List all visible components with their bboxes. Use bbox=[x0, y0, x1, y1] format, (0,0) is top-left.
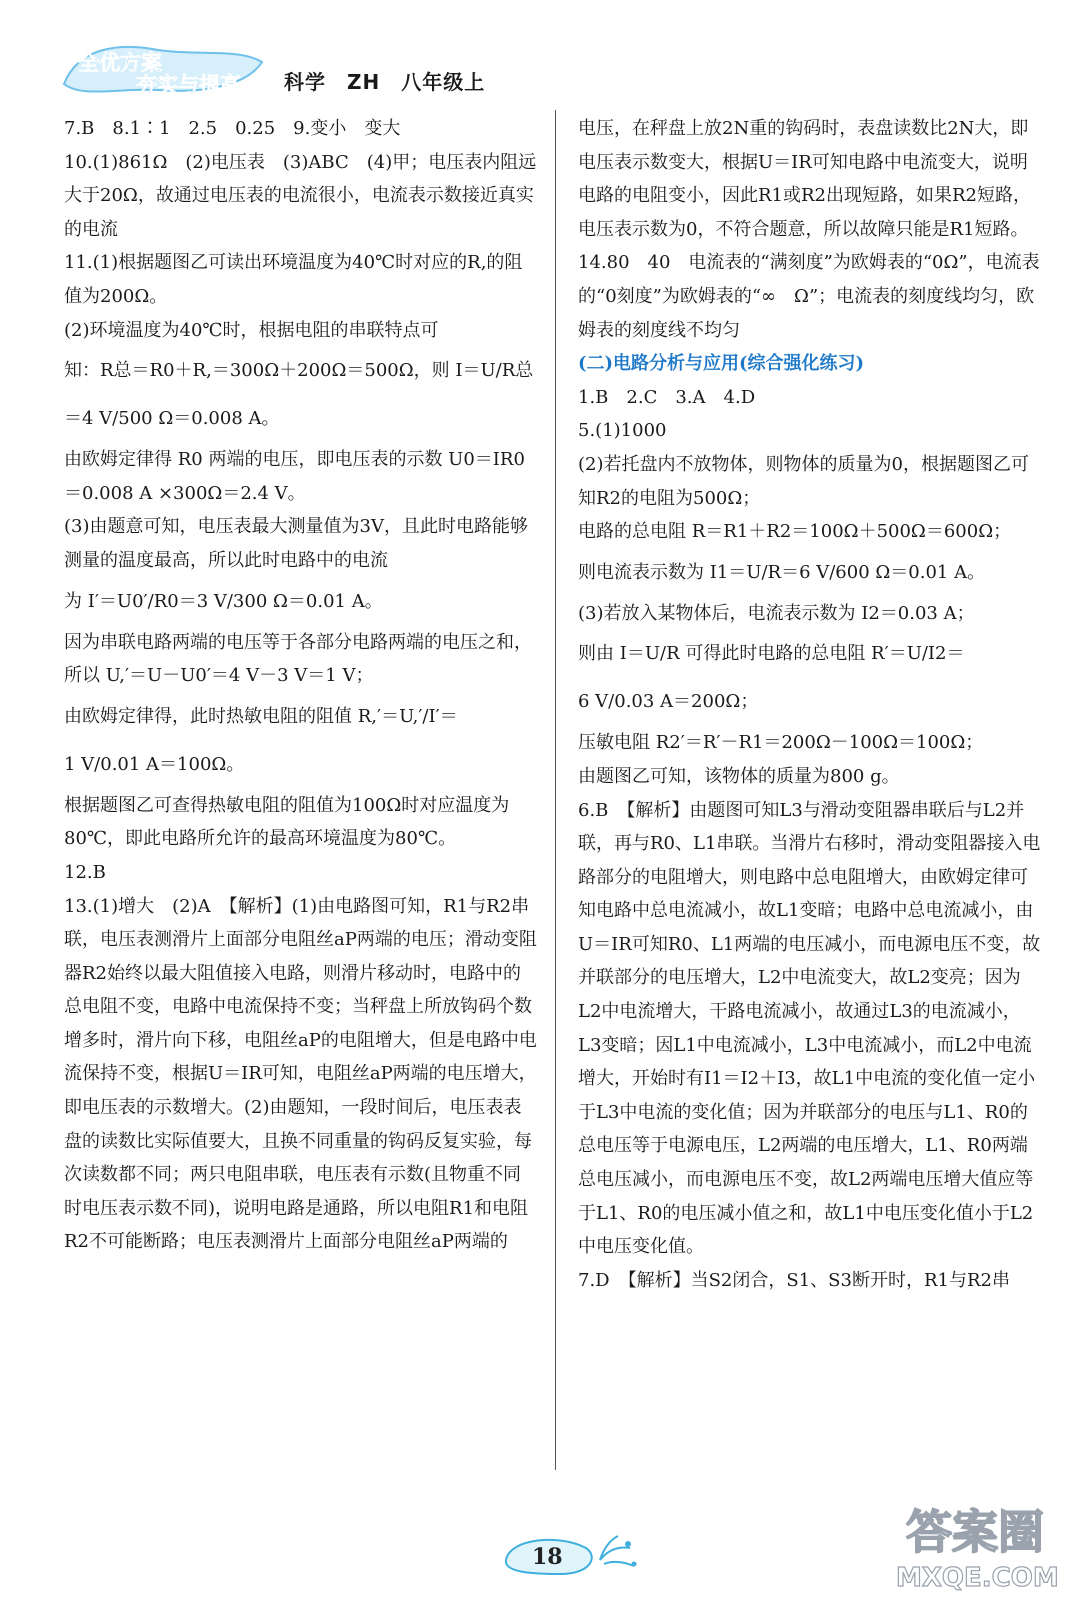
answer-5-part2: (2)若托盘内不放物体，则物体的质量为0，根据题图乙可知R2的电阻为500Ω； bbox=[578, 453, 1029, 509]
answer-12: 12.B bbox=[64, 861, 106, 883]
equation-thermistor-result: 1 V/0.01 A＝100Ω。 bbox=[64, 753, 245, 775]
answer-7: 7.D 【解析】当S2闭合，S1、S3断开时，R1与R2串 bbox=[578, 1269, 1010, 1291]
answer-11-part2: (2)环境温度为40℃时，根据电阻的串联特点可 bbox=[64, 319, 439, 341]
answer-5-part3: (3)若放入某物体后，电流表示数为 I2＝0.03 A； bbox=[578, 602, 975, 624]
answer-14: 14.80 40 电流表的“满刻度”为欧姆表的“0Ω”，电流表的“0刻度”为欧姆表的“∞ Ω”；电流表的刻度线均匀，欧姆表的刻度线不均匀 bbox=[578, 252, 1040, 341]
watermark bbox=[866, 1490, 1076, 1595]
page-header bbox=[58, 40, 558, 110]
answer-11-series-voltage: 因为串联电路两端的电压等于各部分电路两端的电压之和，所以 U,′＝U－U0′＝4 V－3 V＝1 V； bbox=[64, 631, 532, 687]
answer-6: 6.B 【解析】由题图可知L3与滑动变阻器串联后与L2并联，再与R0、L1串联。当滑片右移时，滑动变阻器接入电路部分的电阻增大，则电路中总电阻增大，由欧姆定律可知电路中总电流减小，故L1变暗；电路中总电流减小，由U＝IR可知R0、L1两端的电压减小，而电源电压不变，故并联部分的电压增大，L2中电流变大，故L2变亮；因为L2中电流增大，干路电流减小，故通过L3的电流减小，L3变暗；因L1中电流减小，L3中电流减小，而L2中电流增大，开始时有I1＝I2＋I3，故L1中电流的变化值一定小于L3中电流的变化值；因为并联部分的电压与L1、R0的总电压等于电源电压，L2两端的电压增大，L1、R0两端总电压减小，而电源电压不变，故L2两端电压增大值应等于L1、R0的电压减小值之和，故L1中电压变化值小于L2中电压变化值。 bbox=[578, 799, 1041, 1258]
equation-current: ＝4 V/500 Ω＝0.008 A。 bbox=[64, 408, 280, 430]
answer-5-total-resistance: 电路的总电阻 R＝R1＋R2＝100Ω＋500Ω＝600Ω； bbox=[578, 521, 1012, 543]
page-number-badge-icon bbox=[500, 1530, 640, 1580]
section-heading: (二)电路分析与应用(综合强化练习) bbox=[578, 353, 865, 375]
answer-11-voltage: 由欧姆定律得 R0 两端的电压，即电压表的示数 U0＝IR0＝0.008 A ×300Ω＝2.4 V。 bbox=[64, 449, 525, 504]
right-column bbox=[578, 112, 1044, 1297]
book-series-logo bbox=[58, 40, 268, 100]
equation-total-resistance-r: 则由 I＝U/R 可得此时电路的总电阻 R′＝U/I2＝ bbox=[578, 643, 965, 665]
answer-5-part1: 5.(1)1000 bbox=[578, 420, 667, 442]
header-title: 科学 ZH 八年级上 bbox=[284, 70, 486, 94]
equation-current-i1: 则电流表示数为 I1＝U/R＝6 V/600 Ω＝0.01 A。 bbox=[578, 561, 986, 583]
answer-11-conclusion: 根据题图乙可查得热敏电阻的阻值为100Ω时对应温度为80℃，即此电路所允许的最高环境温度为80℃。 bbox=[64, 794, 510, 850]
answer-7-9: 7.B 8.1∶1 2.5 0.25 9.变小 变大 bbox=[64, 118, 401, 139]
answer-11-part1: 11.(1)根据题图乙可读出环境温度为40℃时对应的R,的阻值为200Ω。 bbox=[64, 252, 523, 307]
watermark-line1: 答案圈 bbox=[906, 1505, 1044, 1559]
equation-thermistor: 由欧姆定律得，此时热敏电阻的阻值 R,′＝U,′/I′＝ bbox=[64, 705, 458, 727]
column-divider bbox=[555, 110, 556, 1470]
equation-current-max: 为 I′＝U0′/R0＝3 V/300 Ω＝0.01 A。 bbox=[64, 590, 383, 612]
equation-total-resistance: 知：R总＝R0＋R,＝300Ω＋200Ω＝500Ω，则 I＝U/R总 bbox=[64, 360, 534, 382]
watermark-line2: MXQE.COM bbox=[896, 1563, 1059, 1593]
answer-11-part3: (3)由题意可知，电压表最大测量值为3V，且此时电路能够测量的温度最高，所以此时电路中的电流 bbox=[64, 516, 528, 571]
logo-line2: 夯实与提高 bbox=[136, 73, 241, 97]
answer-10: 10.(1)861Ω (2)电压表 (3)ABC (4)甲；电压表内阻远大于20Ω，故通过电压表的电流很小，电流表示数接近真实的电流 bbox=[64, 151, 537, 240]
page-footer bbox=[500, 1530, 640, 1580]
equation-resistance-result: 6 V/0.03 A＝200Ω； bbox=[578, 691, 759, 713]
page-number: 18 bbox=[532, 1544, 563, 1570]
answer-5-pressure-resistor: 压敏电阻 R2′＝R′－R1＝200Ω－100Ω＝100Ω； bbox=[578, 732, 984, 754]
left-column bbox=[64, 112, 538, 1259]
answer-5-mass: 由题图乙可知，该物体的质量为800 g。 bbox=[578, 765, 900, 787]
logo-line1: 全优方案 bbox=[78, 51, 162, 75]
answer-1-4: 1.B 2.C 3.A 4.D bbox=[578, 386, 756, 408]
answer-13: 13.(1)增大 (2)A 【解析】(1)由电路图可知，R1与R2串联，电压表测滑片上面部分电阻丝aP两端的电压；滑动变阻器R2始终以最大阻值接入电路，则滑片移动时，电路中的总电阻不变，电路中电流保持不变；当秤盘上所放钩码个数增多时，滑片向下移，电阻丝aP的电阻增大，但是电路中电流保持不变，根据U＝IR可知，电阻丝aP两端的电压增大，即电压表的示数增大。(2)由题知，一段时间后，电压表表盘的读数比实际值要大，且换不同重量的钩码反复实验，每次读数都不同；两只电阻串联，电压表有示数(且物重不同时电压表示数不同)，说明电路是通路，所以电阻R1和电阻R2不可能断路；电压表测滑片上面部分电阻丝aP两端的 bbox=[64, 895, 537, 1253]
answer-13-continued: 电压，在秤盘上放2N重的钩码时，表盘读数比2N大，即电压表示数变大，根据U＝IR可知电路中电流变大，说明电路的电阻变小，因此R1或R2出现短路，如果R2短路，电压表示数为0，不符合题意，所以故障只能是R1短路。 bbox=[578, 118, 1032, 240]
